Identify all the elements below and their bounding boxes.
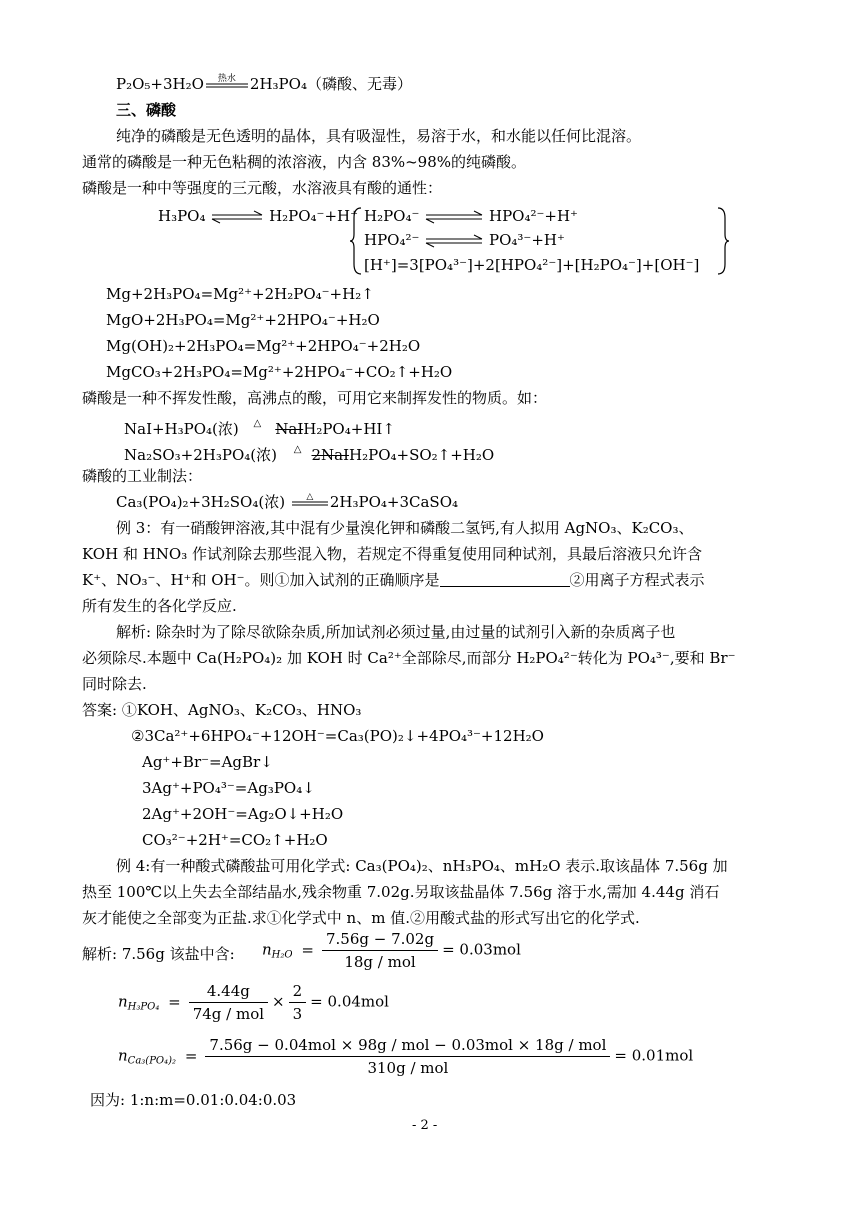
n-subscript: H₃PO₄ <box>127 1001 160 1013</box>
result: = 0.04mol <box>310 992 389 1011</box>
equilibrium-arrow <box>210 210 264 224</box>
paragraph: 磷酸是一种不挥发性酸，高沸点的酸，可用它来制挥发性的物质。如： <box>82 389 548 407</box>
example-3: 例 3：有一硝酸钾溶液,其中混有少量溴化钾和磷酸二氢钙,有人拟用 AgNO₃、K₂CO₃、 <box>116 519 694 537</box>
h3po4-formula: H₃PO₄ <box>158 207 206 225</box>
ca-left: Ca₃(PO₄)₂+3H₂SO₄(浓) <box>116 493 286 511</box>
eq1-left: H₂PO₄⁻ <box>364 207 420 225</box>
question-text: ②用离子方程式表示 <box>569 571 705 589</box>
n-symbol: n <box>262 940 272 959</box>
equilibrium-step-2 <box>364 230 565 250</box>
answer-equation: ②3Ca²⁺+6HPO₄⁻+12OH⁻=Ca₃(PO)₂↓+4PO₄³⁻+12H₂O <box>131 727 544 745</box>
answer-label: 答案: ①KOH、AgNO₃、K₂CO₃、HNO₃ <box>82 701 362 719</box>
formula-n-h3po4: $n_{H_3PO_4}$ = $\frac{4.44g}{\text{74g / mol}}$ × $\frac{2}{3}$ = 0.04mol <box>118 982 389 1023</box>
fraction <box>189 982 268 1023</box>
nai-reaction <box>124 414 395 439</box>
question-text: K⁺、NO₃⁻、H⁺和 OH⁻。则①加入试剂的正确顺序是 <box>82 571 440 589</box>
denominator: 3 <box>292 1005 303 1023</box>
result: = 0.01mol <box>614 1046 694 1065</box>
page-number: - 2 - <box>412 1118 438 1133</box>
equation-line: MgCO₃+2H₃PO₄=Mg²⁺+2HPO₄⁻+CO₂↑+H₂O <box>106 363 453 381</box>
p2o5-right: 2H₃PO₄（磷酸、无毒） <box>249 75 412 93</box>
p2o5-reaction <box>116 74 412 94</box>
nai-right: H₂PO₄+HI↑ <box>303 420 395 438</box>
answer-equation: 2Ag⁺+2OH⁻=Ag₂O↓+H₂O <box>142 805 344 823</box>
h2po4-formula: H₂PO₄⁻+H⁺ <box>269 207 359 225</box>
equation-line: MgO+2H₃PO₄=Mg²⁺+2HPO₄⁻+H₂O <box>106 311 380 329</box>
nai-struck: NaI <box>275 420 304 438</box>
numerator: 4.44g <box>189 982 268 1003</box>
paragraph: 通常的磷酸是一种无色粘稠的浓溶液，内含 83%~98%的纯磷酸。 <box>82 153 527 171</box>
heat-symbol: △ <box>306 492 314 502</box>
paragraph: 磷酸是一种中等强度的三元酸，水溶液具有酸的通性： <box>82 179 443 197</box>
charge-balance: [H⁺]=3[PO₄³⁻]+2[HPO₄²⁻]+[H₂PO₄⁻]+[OH⁻] <box>364 256 700 274</box>
equation-line: Mg(OH)₂+2H₃PO₄=Mg²⁺+2HPO₄⁻+2H₂O <box>106 337 421 355</box>
formula-n-h2o: $n_{H_2O}$ = $\frac{7.56g - 7.02g}{\text{18g / mol}}$ = 0.03mol <box>262 930 521 971</box>
n-subscript: H₂O <box>271 949 293 961</box>
answer-equation: Ag⁺+Br⁻=AgBr↓ <box>142 753 273 771</box>
ca-right: 2H₃PO₄+3CaSO₄ <box>329 493 459 511</box>
result: = 0.03mol <box>442 940 521 959</box>
na2so3-right: H₂PO₄+SO₂↑+H₂O <box>349 446 495 464</box>
answer-equation: CO₃²⁻+2H⁺=CO₂↑+H₂O <box>142 831 328 849</box>
example-4: 热至 100℃以上失去全部结晶水,残余物重 7.02g.另取该盐晶体 7.56g 溶于水,需加 4.44g 消石 <box>82 883 720 901</box>
formula-n-ca: $n_{Ca_3(PO_4)_2}$ = $\frac{\text{7.56g − 0.04mol × 98g / mol − 0.03mol × 18g / mol}}{\text{310g / mol}}$ = 0.01mol <box>118 1036 694 1077</box>
paragraph: 纯净的磷酸是无色透明的晶体，具有吸湿性，易溶于水，和水能以任何比混溶。 <box>116 127 642 145</box>
eq2-right: PO₄³⁻+H⁺ <box>488 231 565 249</box>
denominator: 74g / mol <box>192 1005 265 1023</box>
example-4: 灰才能使之全部变为正盐.求①化学式中 n、m 值.②用酸式盐的形式写出它的化学式. <box>82 909 640 927</box>
eq1-right: HPO₄²⁻+H⁺ <box>488 207 578 225</box>
right-brace <box>716 206 730 276</box>
example-3: 所有发生的各化学反应. <box>82 597 237 615</box>
na2so3-reaction <box>124 440 494 465</box>
n-symbol: n <box>118 1046 128 1065</box>
answer-blank <box>440 572 570 587</box>
analysis-3: 同时除去. <box>82 675 147 693</box>
because-line: 因为: 1:n:m=0.01:0.04:0.03 <box>90 1091 297 1109</box>
left-brace <box>349 206 363 276</box>
reaction-arrow <box>204 74 250 92</box>
analysis-3: 必须除尽.本题中 Ca(H₂PO₄)₂ 加 KOH 时 Ca²⁺全部除尽,而部分 H₂PO₄²⁻转化为 PO₄³⁻,要和 Br⁻ <box>82 649 736 667</box>
industrial-reaction <box>116 492 458 512</box>
denominator: 310g / mol <box>367 1059 449 1077</box>
section-title: 三、磷酸 <box>116 101 177 119</box>
fraction <box>289 982 307 1023</box>
reaction-arrow <box>290 492 330 510</box>
reaction-condition: 热水 <box>217 74 236 84</box>
example-4: 例 4:有一种酸式磷酸盐可用化学式: Ca₃(PO₄)₂、nH₃PO₄、mH₂O 表示.取该晶体 7.56g 加 <box>116 857 728 875</box>
na2so3-struck: 2NaI <box>311 446 350 464</box>
equilibrium-arrow <box>424 234 484 248</box>
example-3: KOH 和 HNO₃ 作试剂除去那些混入物，若规定不得重复使用同种试剂，具最后溶液只允许含 <box>82 545 703 563</box>
answer-equation: 3Ag⁺+PO₄³⁻=Ag₃PO₄↓ <box>142 779 315 797</box>
equilibrium-step-1 <box>364 206 578 226</box>
analysis-4-label: 解析: 7.56g 该盐中含: <box>82 945 235 963</box>
fraction <box>205 1036 610 1077</box>
na2so3-left: Na₂SO₃+2H₃PO₄(浓) <box>124 446 277 464</box>
denominator: 18g / mol <box>344 953 416 971</box>
equilibrium-arrow <box>424 210 484 224</box>
n-subscript: Ca₃(PO₄)₂ <box>127 1055 177 1067</box>
example-3-question <box>82 570 705 590</box>
p2o5-left: P₂O₅+3H₂O <box>116 75 204 93</box>
heat-symbol: △ <box>253 418 262 429</box>
n-symbol: n <box>118 992 128 1011</box>
numerator: 7.56g − 0.04mol × 98g / mol − 0.03mol × 18g / mol <box>205 1036 610 1057</box>
equilibrium-main <box>158 206 358 226</box>
equation-line: Mg+2H₃PO₄=Mg²⁺+2H₂PO₄⁻+H₂↑ <box>106 285 374 303</box>
fraction <box>322 930 438 971</box>
numerator: 7.56g − 7.02g <box>322 930 438 951</box>
numerator: 2 <box>289 982 307 1003</box>
analysis-3: 解析: 除杂时为了除尽欲除杂质,所加试剂必须过量,由过量的试剂引入新的杂质离子也 <box>116 623 676 641</box>
heat-symbol: △ <box>293 444 302 455</box>
eq2-left: HPO₄²⁻ <box>364 231 420 249</box>
paragraph: 磷酸的工业制法： <box>82 467 203 485</box>
nai-left: NaI+H₃PO₄(浓) <box>124 420 239 438</box>
